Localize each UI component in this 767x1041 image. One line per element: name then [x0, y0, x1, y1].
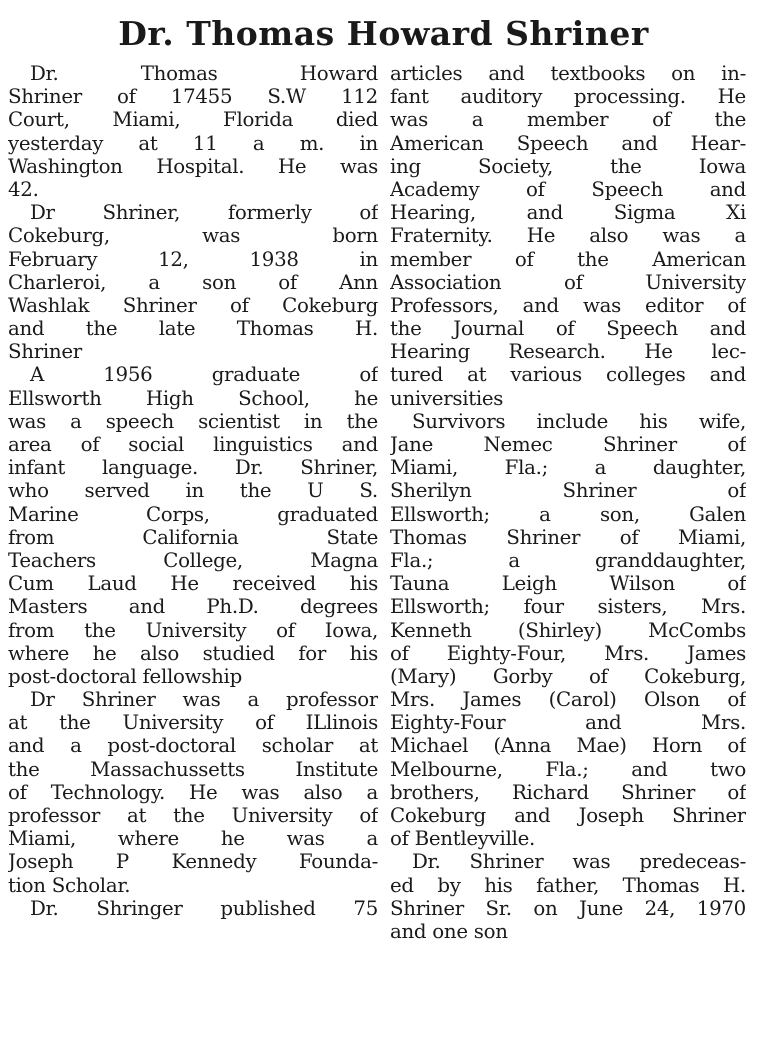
obituary-title: Dr. Thomas Howard Shriner	[118, 14, 649, 53]
text-line: Dr Shriner was a professor	[30, 688, 378, 712]
text-line: Washlak Shriner of Cokeburg	[8, 293, 378, 317]
text-line: A 1956 graduate of	[30, 363, 378, 387]
text-line: and one son	[390, 919, 508, 943]
text-line: Kenneth (Shirley) McCombs	[390, 618, 746, 642]
text-line: articles and textbooks on in-	[390, 62, 746, 85]
left-column	[8, 62, 378, 920]
text-line: Sherilyn Shriner of	[390, 479, 746, 503]
text-line: Tauna Leigh Wilson of	[390, 572, 746, 596]
text-line: Cum Laud He received his	[8, 572, 378, 596]
text-line: fant auditory processing. He	[390, 85, 746, 109]
text-line: Melbourne, Fla.; and two	[390, 757, 746, 781]
text-line: of Eighty-Four, Mrs. James	[390, 641, 746, 665]
text-line: Survivors include his wife,	[412, 409, 746, 433]
text-line: Ellsworth High School, he	[8, 386, 378, 410]
text-line: brothers, Richard Shriner of	[390, 780, 746, 804]
text-line: Eighty-Four and Mrs.	[390, 711, 746, 735]
text-line: of Technology. He was also a	[8, 780, 378, 804]
text-line: American Speech and Hear-	[390, 131, 746, 155]
text-line: area of social linguistics and	[8, 433, 378, 456]
text-line: Charleroi, a son of Ann	[8, 270, 378, 294]
text-line: Dr. Shringer published 75	[30, 896, 378, 920]
text-line: Academy of Speech and	[390, 177, 746, 201]
text-line: Teachers College, Magna	[8, 548, 378, 572]
text-line: post-doctoral fellowship	[8, 664, 242, 688]
text-line: (Mary) Gorby of Cokeburg,	[390, 664, 746, 688]
text-line: Shriner of 17455 S.W 112	[8, 85, 378, 109]
text-line: infant language. Dr. Shriner,	[8, 456, 378, 480]
text-line: Court, Miami, Florida died	[8, 108, 378, 132]
text-line: Washington Hospital. He was	[8, 154, 378, 178]
text-line: professor at the University of	[8, 804, 378, 827]
text-line: Fraternity. He also was a	[390, 224, 746, 248]
text-line: was a speech scientist in the	[8, 409, 378, 433]
text-line: of Bentleyville.	[390, 827, 536, 851]
text-line: Cokeburg and Joseph Shriner	[390, 804, 746, 827]
text-line: at the University of ILlinois	[8, 711, 378, 735]
text-line: Mrs. James (Carol) Olson of	[390, 688, 746, 712]
text-line: February 12, 1938 in	[8, 247, 378, 271]
text-line: Miami, Fla.; a daughter,	[390, 456, 746, 480]
text-line: Ellsworth; four sisters, Mrs.	[390, 595, 746, 619]
text-line: the Journal of Speech and	[390, 317, 746, 341]
text-line: Miami, where he was a	[8, 827, 378, 851]
text-line: Dr. Thomas Howard	[30, 62, 378, 85]
text-line: Shriner Sr. on June 24, 1970	[390, 896, 746, 920]
text-line: Masters and Ph.D. degrees	[8, 595, 378, 619]
text-line: Cokeburg, was born	[8, 224, 378, 248]
text-line: Marine Corps, graduated	[8, 502, 378, 526]
right-column	[390, 62, 746, 943]
text-line: Ellsworth; a son, Galen	[390, 502, 746, 526]
text-line: member of the American	[390, 247, 746, 271]
text-line: Thomas Shriner of Miami,	[390, 525, 746, 549]
text-line: tured at various colleges and	[390, 363, 746, 387]
text-line: who served in the U S.	[8, 479, 378, 503]
text-line: tion Scholar.	[8, 873, 131, 897]
text-line: ing Society, the Iowa	[390, 154, 746, 178]
text-line: 42.	[8, 177, 39, 201]
text-line: yesterday at 11 a m. in	[8, 131, 378, 155]
text-line: Hearing, and Sigma Xi	[390, 201, 746, 225]
text-line: Shriner	[8, 340, 82, 364]
text-line: the Massachussetts Institute	[8, 757, 378, 781]
text-line: universities	[390, 386, 504, 410]
text-line: Michael (Anna Mae) Horn of	[390, 734, 746, 758]
text-line: Joseph P Kennedy Founda-	[8, 850, 378, 874]
text-line: Fla.; a granddaughter,	[390, 548, 746, 572]
text-line: Dr. Shriner was predeceas-	[412, 850, 746, 874]
text-line: from California State	[8, 525, 378, 549]
text-line: Jane Nemec Shriner of	[390, 433, 746, 456]
text-line: where he also studied for his	[8, 641, 378, 665]
text-line: ed by his father, Thomas H.	[390, 873, 746, 897]
text-line: Association of University	[390, 270, 746, 294]
text-line: from the University of Iowa,	[8, 618, 378, 642]
text-line: was a member of the	[390, 108, 746, 132]
text-line: Professors, and was editor of	[390, 293, 746, 317]
text-line: Dr Shriner, formerly of	[30, 201, 378, 225]
text-line: and the late Thomas H.	[8, 317, 378, 341]
text-line: Hearing Research. He lec-	[390, 340, 746, 364]
text-line: and a post-doctoral scholar at	[8, 734, 378, 758]
